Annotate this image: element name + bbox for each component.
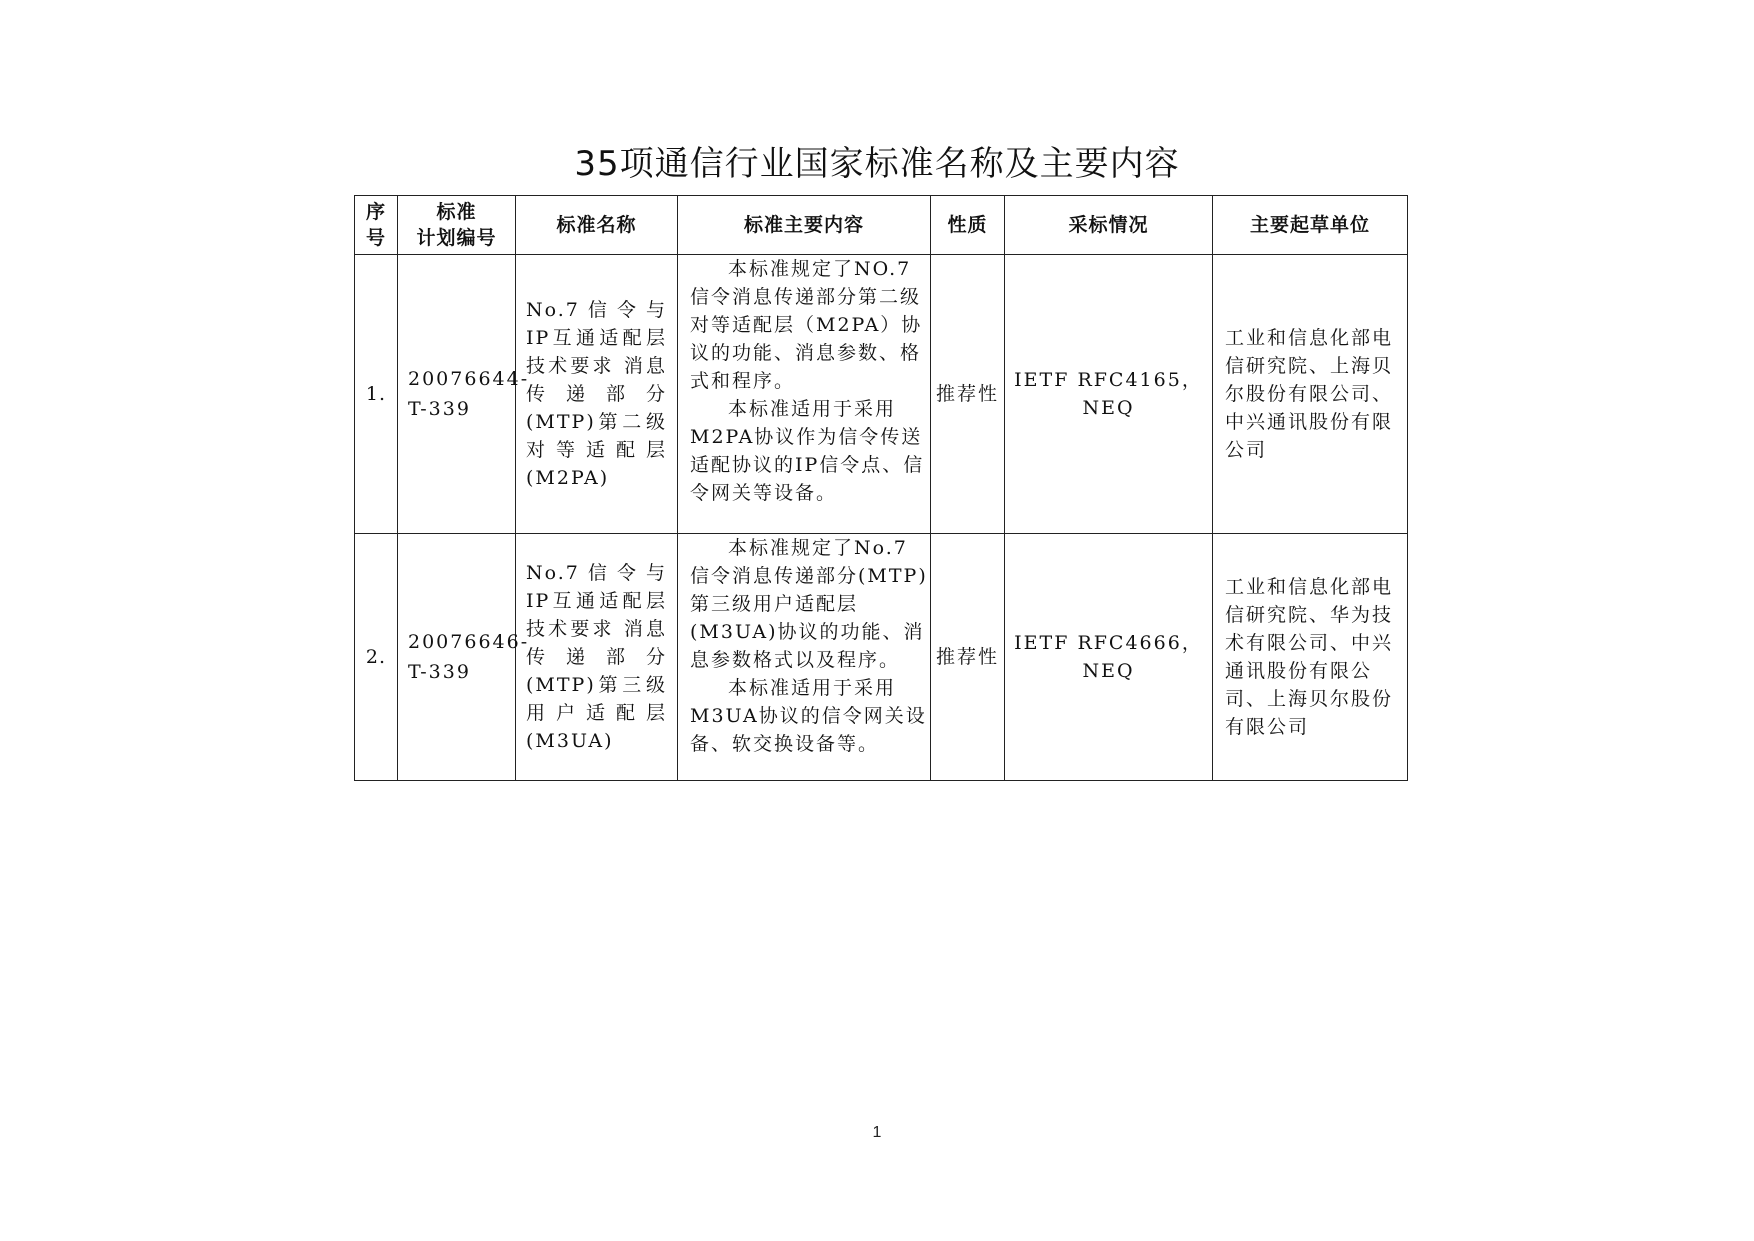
header-plan-line1: 标准: [436, 201, 477, 223]
header-main-content: 标准主要内容: [678, 196, 931, 255]
header-plan-number: [398, 196, 516, 255]
row-property: 推荐性: [931, 255, 1005, 534]
row-drafter: 工业和信息化部电信研究院、华为技术有限公司、中兴通讯股份有限公司、上海贝尔股份有限公司: [1213, 534, 1408, 781]
content-paragraph-2: 本标准适用于采用M3UA协议的信令网关设备、软交换设备等。: [690, 677, 927, 755]
row-plan-number: 20076644-T-339: [398, 255, 516, 534]
row-main-content: [678, 534, 931, 781]
header-seq: [355, 196, 398, 255]
row-seq: 2.: [355, 534, 398, 781]
content-paragraph-1: 本标准规定了No.7信令消息传递部分(MTP)第三级用户适配层(M3UA)协议的功能、消息参数格式以及程序。: [690, 537, 928, 671]
row-main-content: [678, 255, 931, 534]
header-standard-name: 标准名称: [516, 196, 678, 255]
row-adoption: IETF RFC4666，NEQ: [1005, 534, 1213, 781]
content-paragraph-1: 本标准规定了NO.7信令消息传递部分第二级对等适配层（M2PA）协议的功能、消息参数、格式和程序。: [690, 258, 923, 392]
header-seq-line2: 号: [365, 227, 386, 249]
header-drafter: 主要起草单位: [1213, 196, 1408, 255]
content-paragraph-2: 本标准适用于采用M2PA协议作为信令传送适配协议的IP信令点、信令网关等设备。: [690, 398, 925, 504]
header-adoption: 采标情况: [1005, 196, 1213, 255]
row-plan-number: 20076646-T-339: [398, 534, 516, 781]
table-header-row: [355, 196, 1408, 255]
row-seq: 1.: [355, 255, 398, 534]
standards-table: [354, 195, 1408, 781]
row-adoption: IETF RFC4165，NEQ: [1005, 255, 1213, 534]
page-number: 1: [872, 1124, 882, 1141]
row-standard-name: No.7信令与IP互通适配层技术要求 消息传递部分(MTP)第三级用户适配层(M3UA): [516, 534, 678, 781]
row-standard-name: No.7信令与IP互通适配层技术要求 消息传递部分(MTP)第二级对等适配层(M2PA): [516, 255, 678, 534]
header-plan-line2: 计划编号: [416, 227, 497, 249]
page-title: 35项通信行业国家标准名称及主要内容: [574, 144, 1180, 184]
table-row: [355, 255, 1408, 534]
row-property: 推荐性: [931, 534, 1005, 781]
header-seq-line1: 序: [365, 201, 386, 223]
header-property: 性质: [931, 196, 1005, 255]
row-drafter: 工业和信息化部电信研究院、上海贝尔股份有限公司、中兴通讯股份有限公司: [1213, 255, 1408, 534]
table-row: [355, 534, 1408, 781]
